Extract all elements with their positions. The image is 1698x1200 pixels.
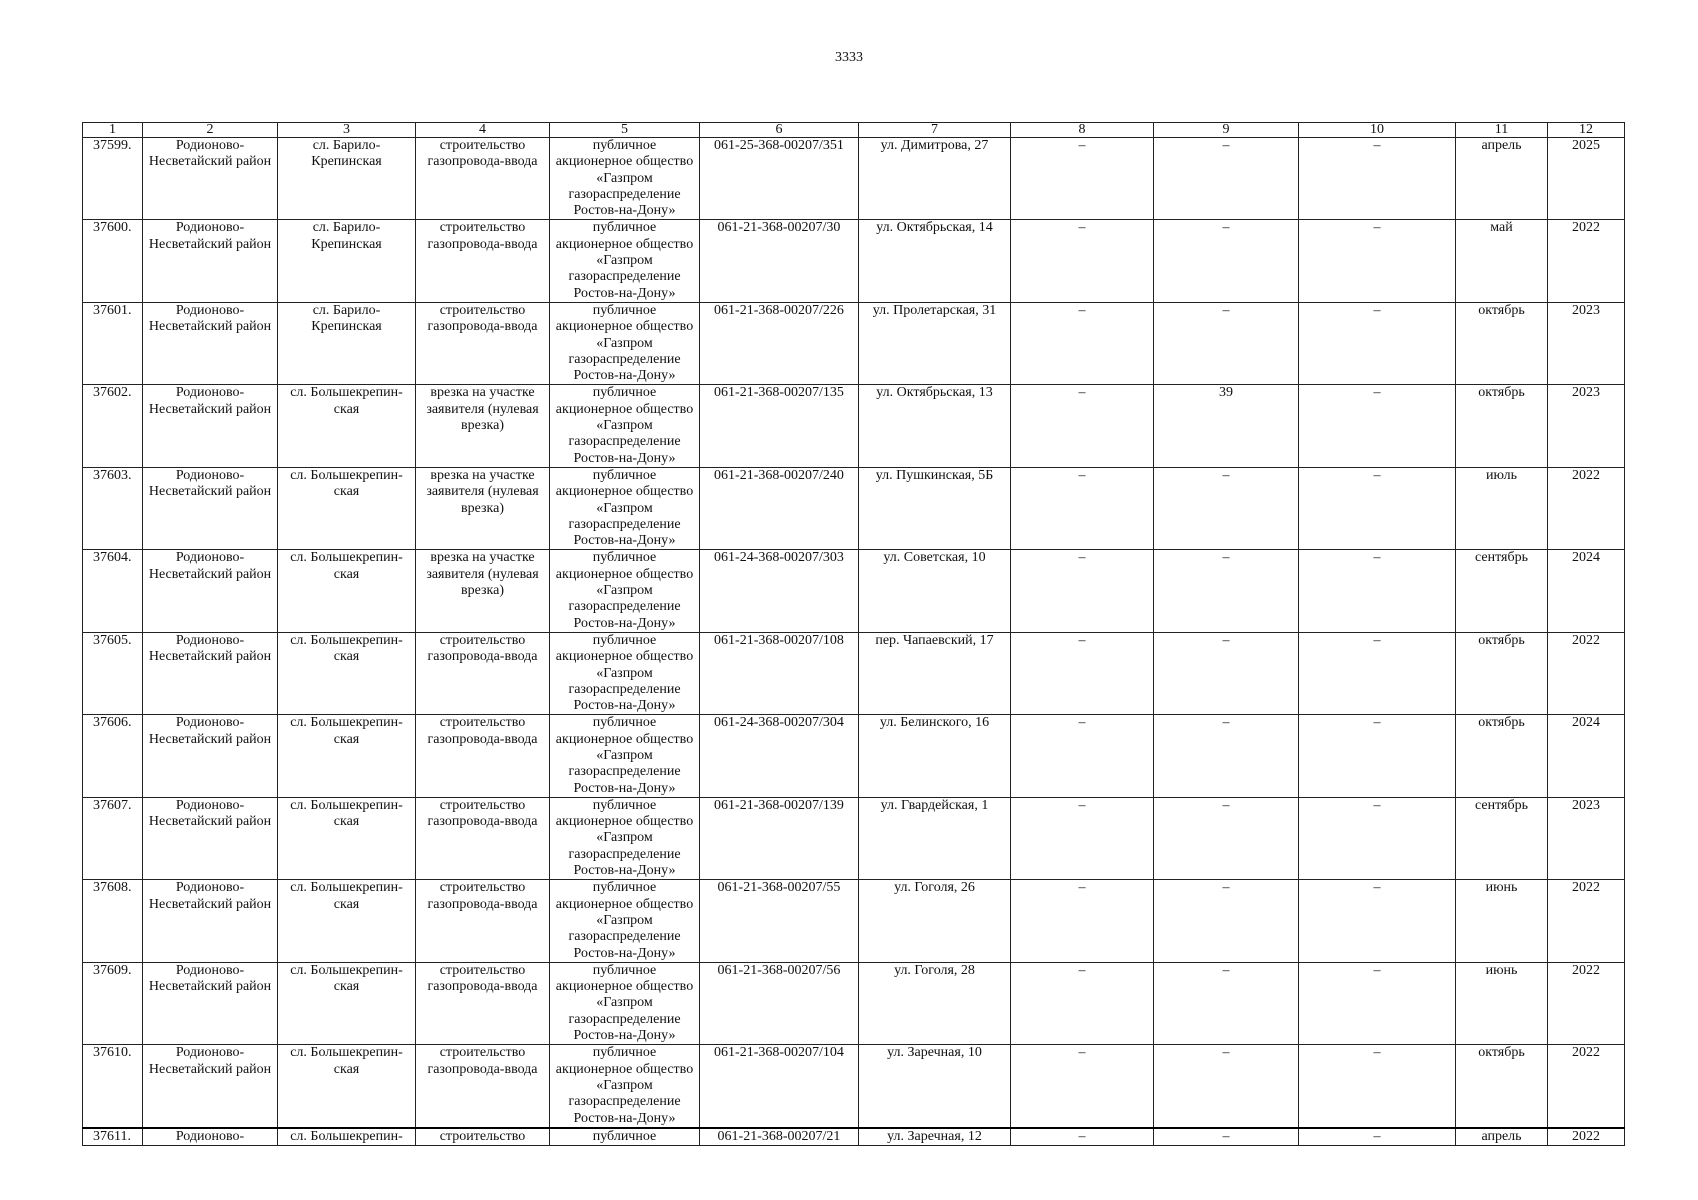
cell-year: 2024: [1548, 550, 1625, 632]
cell-col8: –: [1011, 220, 1154, 302]
cell-col10: –: [1299, 632, 1456, 714]
cell-district: Родионово-Несветайский район: [143, 880, 278, 962]
cell-month: октябрь: [1456, 1045, 1548, 1128]
cell-code: 061-21-368-00207/108: [700, 632, 859, 714]
table-row: [83, 632, 1625, 714]
table-row: [83, 467, 1625, 549]
column-header-12: 12: [1548, 123, 1625, 138]
cell-col10: –: [1299, 220, 1456, 302]
cell-organization: публичное акционерное общество «Газпром газораспределение Ростов-на-Дону»: [550, 632, 700, 714]
cell-col8: –: [1011, 302, 1154, 384]
cell-month: октябрь: [1456, 632, 1548, 714]
cell-col8: –: [1011, 632, 1154, 714]
cell-code: 061-21-368-00207/104: [700, 1045, 859, 1128]
cell-address: ул. Гоголя, 28: [859, 962, 1011, 1044]
column-header-6: 6: [700, 123, 859, 138]
cell-district: Родионово-Несветайский район: [143, 632, 278, 714]
cell-year: 2022: [1548, 880, 1625, 962]
cell-work-type: врезка на участке заявителя (нулевая врезка): [416, 467, 550, 549]
cell-work-type: строительство газопровода-ввода: [416, 962, 550, 1044]
cell-district: Родионово-Несветайский район: [143, 302, 278, 384]
cell-work-type: строительство газопровода-ввода: [416, 797, 550, 879]
cell-month: октябрь: [1456, 385, 1548, 467]
cell-year: 2022: [1548, 1045, 1625, 1128]
cell-address: ул. Заречная, 12: [859, 1128, 1011, 1146]
table-row: [83, 138, 1625, 220]
cell-address: ул. Заречная, 10: [859, 1045, 1011, 1128]
column-header-11: 11: [1456, 123, 1548, 138]
cell-settlement: сл. Большекрепин-ская: [278, 880, 416, 962]
cell-work-type: врезка на участке заявителя (нулевая врезка): [416, 550, 550, 632]
cell-code: 061-21-368-00207/226: [700, 302, 859, 384]
cell-col8: –: [1011, 467, 1154, 549]
cell-settlement: сл. Барило-Крепинская: [278, 220, 416, 302]
table-row: [83, 797, 1625, 879]
table-row: [83, 715, 1625, 797]
cell-organization: публичное акционерное общество «Газпром газораспределение Ростов-на-Дону»: [550, 880, 700, 962]
column-header-3: 3: [278, 123, 416, 138]
cell-col9: –: [1154, 632, 1299, 714]
cell-month: июнь: [1456, 962, 1548, 1044]
cell-col8: –: [1011, 385, 1154, 467]
cell-col8: –: [1011, 962, 1154, 1044]
cell-work-type: строительство газопровода-ввода: [416, 138, 550, 220]
cell-year: 2023: [1548, 302, 1625, 384]
cell-year: 2025: [1548, 138, 1625, 220]
cell-col9: 39: [1154, 385, 1299, 467]
cell-organization: публичное: [550, 1128, 700, 1146]
cell-organization: публичное акционерное общество «Газпром газораспределение Ростов-на-Дону»: [550, 138, 700, 220]
cell-col8: –: [1011, 550, 1154, 632]
cell-code: 061-21-368-00207/135: [700, 385, 859, 467]
cell-col8: –: [1011, 1045, 1154, 1128]
cell-col9: –: [1154, 302, 1299, 384]
cell-col8: –: [1011, 138, 1154, 220]
cell-month: октябрь: [1456, 302, 1548, 384]
cell-col8: –: [1011, 880, 1154, 962]
cell-col9: –: [1154, 1128, 1299, 1146]
cell-work-type: строительство: [416, 1128, 550, 1146]
cell-col9: –: [1154, 220, 1299, 302]
cell-work-type: строительство газопровода-ввода: [416, 880, 550, 962]
cell-work-type: строительство газопровода-ввода: [416, 302, 550, 384]
cell-year: 2022: [1548, 632, 1625, 714]
cell-number: 37602.: [83, 385, 143, 467]
cell-col9: –: [1154, 962, 1299, 1044]
table-row: [83, 1128, 1625, 1146]
cell-district: Родионово-Несветайский район: [143, 715, 278, 797]
cell-col9: –: [1154, 467, 1299, 549]
cell-code: 061-21-368-00207/56: [700, 962, 859, 1044]
cell-month: май: [1456, 220, 1548, 302]
cell-col10: –: [1299, 1128, 1456, 1146]
cell-col10: –: [1299, 302, 1456, 384]
cell-address: пер. Чапаевский, 17: [859, 632, 1011, 714]
cell-col9: –: [1154, 880, 1299, 962]
cell-number: 37600.: [83, 220, 143, 302]
cell-address: ул. Октябрьская, 14: [859, 220, 1011, 302]
cell-month: октябрь: [1456, 715, 1548, 797]
cell-number: 37603.: [83, 467, 143, 549]
table-row: [83, 302, 1625, 384]
cell-code: 061-21-368-00207/30: [700, 220, 859, 302]
cell-code: 061-21-368-00207/240: [700, 467, 859, 549]
cell-settlement: сл. Барило-Крепинская: [278, 302, 416, 384]
cell-settlement: сл. Большекрепин-: [278, 1128, 416, 1146]
table-body: [83, 138, 1625, 1146]
cell-col8: –: [1011, 715, 1154, 797]
table-row: [83, 220, 1625, 302]
column-header-2: 2: [143, 123, 278, 138]
cell-month: апрель: [1456, 1128, 1548, 1146]
cell-address: ул. Димитрова, 27: [859, 138, 1011, 220]
cell-code: 061-21-368-00207/21: [700, 1128, 859, 1146]
cell-number: 37604.: [83, 550, 143, 632]
cell-address: ул. Пролетарская, 31: [859, 302, 1011, 384]
cell-year: 2023: [1548, 385, 1625, 467]
cell-col10: –: [1299, 385, 1456, 467]
cell-number: 37611.: [83, 1128, 143, 1146]
cell-code: 061-25-368-00207/351: [700, 138, 859, 220]
column-header-1: 1: [83, 123, 143, 138]
cell-district: Родионово-Несветайский район: [143, 550, 278, 632]
table-header: [83, 123, 1625, 138]
cell-number: 37607.: [83, 797, 143, 879]
header-row: [83, 123, 1625, 138]
cell-month: июнь: [1456, 880, 1548, 962]
cell-year: 2023: [1548, 797, 1625, 879]
cell-address: ул. Советская, 10: [859, 550, 1011, 632]
cell-settlement: сл. Большекрепин-ская: [278, 550, 416, 632]
cell-col10: –: [1299, 550, 1456, 632]
cell-settlement: сл. Большекрепин-ская: [278, 715, 416, 797]
cell-organization: публичное акционерное общество «Газпром газораспределение Ростов-на-Дону»: [550, 550, 700, 632]
cell-district: Родионово-Несветайский район: [143, 138, 278, 220]
cell-code: 061-21-368-00207/55: [700, 880, 859, 962]
cell-address: ул. Пушкинская, 5Б: [859, 467, 1011, 549]
cell-col8: –: [1011, 1128, 1154, 1146]
cell-code: 061-24-368-00207/304: [700, 715, 859, 797]
cell-number: 37606.: [83, 715, 143, 797]
cell-month: апрель: [1456, 138, 1548, 220]
cell-col10: –: [1299, 138, 1456, 220]
cell-district: Родионово-Несветайский район: [143, 797, 278, 879]
cell-work-type: строительство газопровода-ввода: [416, 632, 550, 714]
cell-work-type: строительство газопровода-ввода: [416, 220, 550, 302]
cell-address: ул. Октябрьская, 13: [859, 385, 1011, 467]
cell-organization: публичное акционерное общество «Газпром газораспределение Ростов-на-Дону»: [550, 962, 700, 1044]
table-row: [83, 880, 1625, 962]
table-row: [83, 550, 1625, 632]
cell-address: ул. Белинского, 16: [859, 715, 1011, 797]
cell-settlement: сл. Большекрепин-ская: [278, 467, 416, 549]
cell-address: ул. Гвардейская, 1: [859, 797, 1011, 879]
cell-work-type: врезка на участке заявителя (нулевая врезка): [416, 385, 550, 467]
cell-work-type: строительство газопровода-ввода: [416, 1045, 550, 1128]
cell-col8: –: [1011, 797, 1154, 879]
column-header-7: 7: [859, 123, 1011, 138]
table-row: [83, 962, 1625, 1044]
cell-district: Родионово-: [143, 1128, 278, 1146]
column-header-9: 9: [1154, 123, 1299, 138]
cell-number: 37610.: [83, 1045, 143, 1128]
cell-month: июль: [1456, 467, 1548, 549]
cell-settlement: сл. Большекрепин-ская: [278, 962, 416, 1044]
column-header-10: 10: [1299, 123, 1456, 138]
cell-year: 2024: [1548, 715, 1625, 797]
cell-year: 2022: [1548, 467, 1625, 549]
table-row: [83, 1045, 1625, 1128]
cell-district: Родионово-Несветайский район: [143, 385, 278, 467]
cell-organization: публичное акционерное общество «Газпром газораспределение Ростов-на-Дону»: [550, 302, 700, 384]
cell-settlement: сл. Большекрепин-ская: [278, 385, 416, 467]
cell-district: Родионово-Несветайский район: [143, 467, 278, 549]
cell-district: Родионово-Несветайский район: [143, 962, 278, 1044]
cell-col10: –: [1299, 797, 1456, 879]
page-number: 3333: [835, 50, 863, 65]
cell-address: ул. Гоголя, 26: [859, 880, 1011, 962]
cell-col9: –: [1154, 1045, 1299, 1128]
column-header-5: 5: [550, 123, 700, 138]
cell-col9: –: [1154, 797, 1299, 879]
cell-col10: –: [1299, 467, 1456, 549]
cell-col9: –: [1154, 550, 1299, 632]
cell-col10: –: [1299, 715, 1456, 797]
table-row: [83, 385, 1625, 467]
cell-district: Родионово-Несветайский район: [143, 220, 278, 302]
cell-col10: –: [1299, 1045, 1456, 1128]
cell-organization: публичное акционерное общество «Газпром газораспределение Ростов-на-Дону»: [550, 467, 700, 549]
cell-organization: публичное акционерное общество «Газпром газораспределение Ростов-на-Дону»: [550, 220, 700, 302]
cell-number: 37601.: [83, 302, 143, 384]
cell-month: сентябрь: [1456, 797, 1548, 879]
cell-district: Родионово-Несветайский район: [143, 1045, 278, 1128]
cell-organization: публичное акционерное общество «Газпром газораспределение Ростов-на-Дону»: [550, 385, 700, 467]
cell-year: 2022: [1548, 220, 1625, 302]
cell-code: 061-24-368-00207/303: [700, 550, 859, 632]
cell-settlement: сл. Большекрепин-ская: [278, 1045, 416, 1128]
cell-year: 2022: [1548, 962, 1625, 1044]
cell-col10: –: [1299, 880, 1456, 962]
cell-month: сентябрь: [1456, 550, 1548, 632]
cell-number: 37609.: [83, 962, 143, 1044]
cell-organization: публичное акционерное общество «Газпром газораспределение Ростов-на-Дону»: [550, 797, 700, 879]
cell-col10: –: [1299, 962, 1456, 1044]
cell-number: 37599.: [83, 138, 143, 220]
cell-year: 2022: [1548, 1128, 1625, 1146]
cell-organization: публичное акционерное общество «Газпром газораспределение Ростов-на-Дону»: [550, 715, 700, 797]
cell-settlement: сл. Большекрепин-ская: [278, 797, 416, 879]
cell-work-type: строительство газопровода-ввода: [416, 715, 550, 797]
cell-col9: –: [1154, 715, 1299, 797]
column-header-4: 4: [416, 123, 550, 138]
cell-number: 37605.: [83, 632, 143, 714]
registry-table: [82, 122, 1625, 1146]
cell-settlement: сл. Барило-Крепинская: [278, 138, 416, 220]
cell-settlement: сл. Большекрепин-ская: [278, 632, 416, 714]
column-header-8: 8: [1011, 123, 1154, 138]
cell-col9: –: [1154, 138, 1299, 220]
cell-number: 37608.: [83, 880, 143, 962]
cell-code: 061-21-368-00207/139: [700, 797, 859, 879]
cell-organization: публичное акционерное общество «Газпром газораспределение Ростов-на-Дону»: [550, 1045, 700, 1128]
